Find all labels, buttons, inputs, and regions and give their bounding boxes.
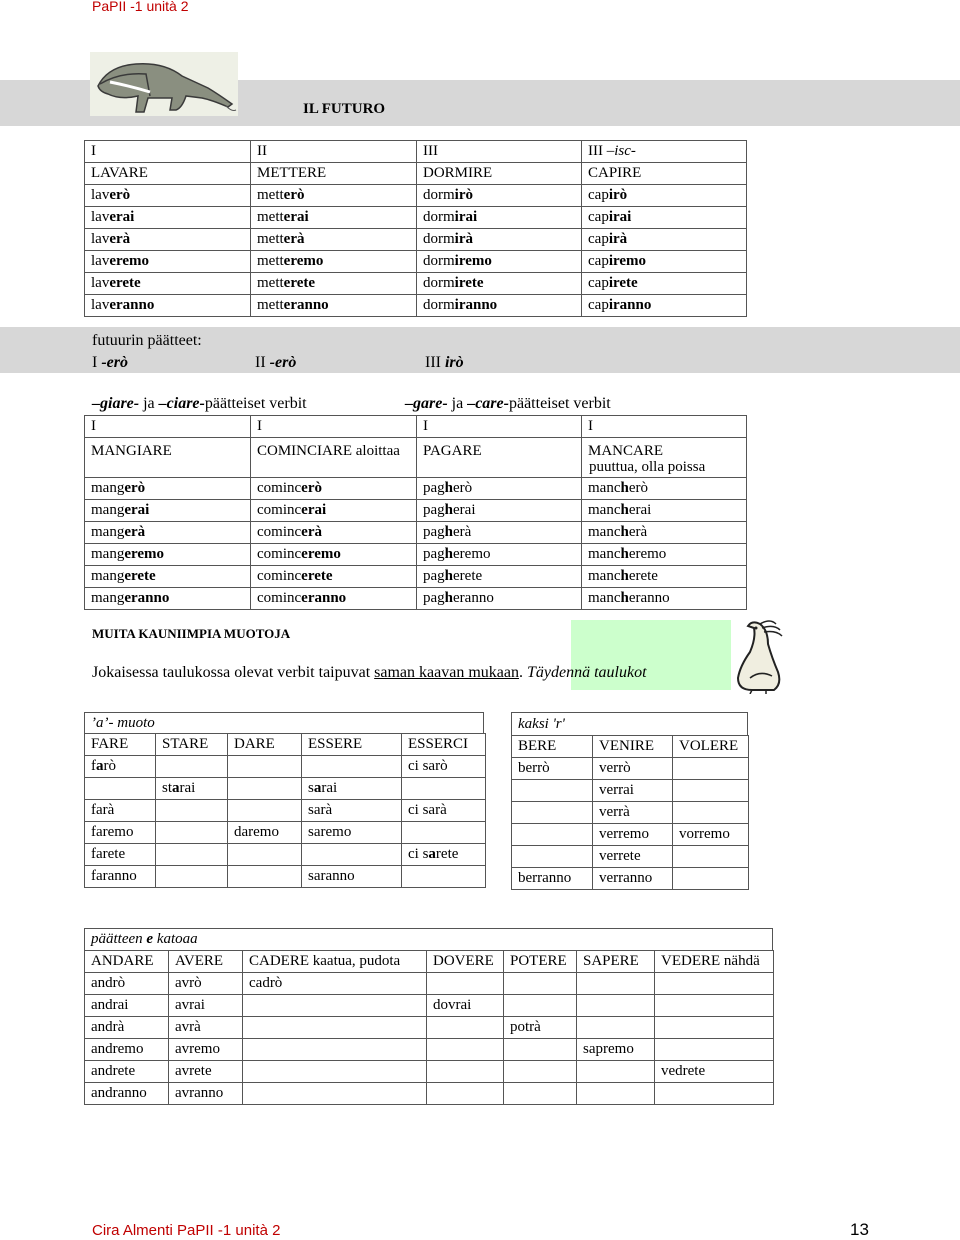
conjugation-cell: sarai [302, 778, 402, 800]
conjugation-cell[interactable] [577, 995, 655, 1017]
conjugation-cell[interactable] [302, 756, 402, 778]
column-header: VEDERE nähdä [655, 951, 774, 973]
conjugation-cell: andrò [85, 973, 169, 995]
conjugation-cell: pagherete [417, 566, 582, 588]
double-r-table [511, 735, 749, 890]
conjugation-cell: faranno [85, 866, 156, 888]
conjugation-cell: berrò [512, 758, 593, 780]
conjugation-cell[interactable] [243, 1083, 427, 1105]
subheading-gare-care: –gare- ja –care-päätteiset verbit [405, 395, 611, 412]
conjugation-cell: ci sarò [402, 756, 486, 778]
conjugation-cell: dormirete [417, 273, 582, 295]
conjugation-cell: laverai [85, 207, 251, 229]
conjugation-cell: andremo [85, 1039, 169, 1061]
bird-illustration [730, 618, 786, 694]
conjugation-cell: andrai [85, 995, 169, 1017]
conjugation-cell[interactable] [427, 1039, 504, 1061]
conjugation-cell: dovrai [427, 995, 504, 1017]
conjugation-cell: avranno [169, 1083, 243, 1105]
conjugation-cell: mangerò [85, 478, 251, 500]
conjugation-cell: pagherai [417, 500, 582, 522]
conjugation-cell[interactable] [156, 756, 228, 778]
conjugation-cell[interactable] [673, 868, 749, 890]
page-title: IL FUTURO [303, 101, 386, 117]
conjugation-cell[interactable] [85, 778, 156, 800]
conjugation-cell[interactable] [243, 1017, 427, 1039]
column-header: I [85, 416, 251, 438]
column-header: STARE [156, 734, 228, 756]
conjugation-cell[interactable] [655, 1039, 774, 1061]
conjugation-cell[interactable] [402, 822, 486, 844]
instruction-text: Jokaisessa taulukossa olevat verbit taipuvat saman kaavan mukaan. Täydennä taulukot [92, 664, 647, 681]
verb-infinitive: PAGARE [417, 438, 582, 478]
conjugation-cell: daremo [228, 822, 302, 844]
column-header: CADERE kaatua, pudota [243, 951, 427, 973]
a-form-table [84, 733, 486, 888]
conjugation-cell: avrò [169, 973, 243, 995]
column-header: ANDARE [85, 951, 169, 973]
conjugation-cell[interactable] [577, 1061, 655, 1083]
conjugation-cell[interactable] [427, 973, 504, 995]
conjugation-cell[interactable] [243, 1039, 427, 1061]
verb-infinitive: METTERE [251, 163, 417, 185]
conjugation-cell: dormirà [417, 229, 582, 251]
conjugation-cell: avrete [169, 1061, 243, 1083]
conjugation-cell: andrà [85, 1017, 169, 1039]
anteater-illustration [90, 52, 238, 116]
dropped-e-table [84, 950, 774, 1105]
ending-group-1: I -erò [92, 354, 128, 371]
column-header: I [417, 416, 582, 438]
conjugation-cell: mangerà [85, 522, 251, 544]
conjugation-cell: starai [156, 778, 228, 800]
conjugation-cell[interactable] [673, 758, 749, 780]
conjugation-cell: verremo [593, 824, 673, 846]
conjugation-cell: verrò [593, 758, 673, 780]
conjugation-cell: mancheremo [582, 544, 747, 566]
conjugation-cell[interactable] [504, 1083, 577, 1105]
conjugation-cell[interactable] [427, 1083, 504, 1105]
conjugation-cell: laverò [85, 185, 251, 207]
conjugation-cell[interactable] [228, 756, 302, 778]
conjugation-cell[interactable] [228, 844, 302, 866]
conjugation-cell[interactable] [512, 780, 593, 802]
verb-infinitive: DORMIRE [417, 163, 582, 185]
conjugation-cell: mangeremo [85, 544, 251, 566]
conjugation-cell: ci sarete [402, 844, 486, 866]
conjugation-cell: capiranno [582, 295, 747, 317]
conjugation-cell: metterà [251, 229, 417, 251]
conjugation-cell: ci sarà [402, 800, 486, 822]
conjugation-cell: dormiremo [417, 251, 582, 273]
conjugation-cell: avremo [169, 1039, 243, 1061]
conjugation-cell: andrete [85, 1061, 169, 1083]
column-header: ESSERCI [402, 734, 486, 756]
conjugation-cell: metteremo [251, 251, 417, 273]
conjugation-cell: verrete [593, 846, 673, 868]
conjugation-cell: comincerà [251, 522, 417, 544]
conjugation-cell[interactable] [577, 1083, 655, 1105]
spelling-change-future-table [84, 415, 747, 610]
conjugation-cell: potrà [504, 1017, 577, 1039]
conjugation-cell: capiremo [582, 251, 747, 273]
column-header: AVERE [169, 951, 243, 973]
conjugation-cell: metteranno [251, 295, 417, 317]
column-header: I [85, 141, 251, 163]
column-header: II [251, 141, 417, 163]
column-header: DARE [228, 734, 302, 756]
conjugation-cell: laveranno [85, 295, 251, 317]
conjugation-cell[interactable] [156, 866, 228, 888]
conjugation-cell[interactable] [577, 1017, 655, 1039]
conjugation-cell: mangerete [85, 566, 251, 588]
conjugation-cell[interactable] [228, 778, 302, 800]
conjugation-cell[interactable] [512, 846, 593, 868]
conjugation-cell: pagherò [417, 478, 582, 500]
conjugation-cell: cominceremo [251, 544, 417, 566]
conjugation-cell: sapremo [577, 1039, 655, 1061]
conjugation-cell: metterò [251, 185, 417, 207]
conjugation-cell[interactable] [655, 1083, 774, 1105]
verb-infinitive: COMINCIARE aloittaa [251, 438, 417, 478]
conjugation-cell: farò [85, 756, 156, 778]
conjugation-cell[interactable] [243, 995, 427, 1017]
conjugation-cell[interactable] [427, 1017, 504, 1039]
conjugation-cell[interactable] [673, 802, 749, 824]
column-header: III –isc- [582, 141, 747, 163]
conjugation-cell: verranno [593, 868, 673, 890]
regular-future-table [84, 140, 747, 317]
conjugation-cell: mancherete [582, 566, 747, 588]
conjugation-cell[interactable] [504, 1039, 577, 1061]
column-header: DOVERE [427, 951, 504, 973]
conjugation-cell: capirete [582, 273, 747, 295]
conjugation-cell: metterai [251, 207, 417, 229]
conjugation-cell: capirai [582, 207, 747, 229]
column-header: VOLERE [673, 736, 749, 758]
conjugation-cell: saranno [302, 866, 402, 888]
ending-group-3: III irò [425, 354, 464, 371]
conjugation-cell: pagherà [417, 522, 582, 544]
conjugation-cell[interactable] [402, 866, 486, 888]
conjugation-cell: metterete [251, 273, 417, 295]
verb-infinitive: MANGIARE [85, 438, 251, 478]
conjugation-cell[interactable] [512, 802, 593, 824]
conjugation-cell: laverete [85, 273, 251, 295]
conjugation-cell[interactable] [504, 973, 577, 995]
conjugation-cell[interactable] [512, 824, 593, 846]
conjugation-cell: avrai [169, 995, 243, 1017]
verb-infinitive: LAVARE [85, 163, 251, 185]
conjugation-cell[interactable] [156, 844, 228, 866]
table-caption: kaksi 'r' [511, 712, 748, 735]
conjugation-cell: dormirò [417, 185, 582, 207]
page-footer: Cira Almenti PaPII -1 unità 2 [92, 1222, 281, 1239]
conjugation-cell: pagheremo [417, 544, 582, 566]
conjugation-cell[interactable] [655, 1017, 774, 1039]
conjugation-cell: mancherà [582, 522, 747, 544]
conjugation-cell: dormirai [417, 207, 582, 229]
conjugation-cell: mangeranno [85, 588, 251, 610]
conjugation-cell[interactable] [504, 1061, 577, 1083]
verb-infinitive: CAPIRE [582, 163, 747, 185]
conjugation-cell: dormiranno [417, 295, 582, 317]
conjugation-cell[interactable] [402, 778, 486, 800]
verb-infinitive: MANCARE puuttua, olla poissa [582, 438, 747, 478]
conjugation-cell[interactable] [427, 1061, 504, 1083]
conjugation-cell: comincerò [251, 478, 417, 500]
column-header: III [417, 141, 582, 163]
ending-group-2: II -erò [255, 354, 297, 371]
conjugation-cell: vedrete [655, 1061, 774, 1083]
conjugation-cell: avrà [169, 1017, 243, 1039]
conjugation-cell: laveremo [85, 251, 251, 273]
conjugation-cell: verrai [593, 780, 673, 802]
conjugation-cell: comincerete [251, 566, 417, 588]
conjugation-cell: laverà [85, 229, 251, 251]
column-header: SAPERE [577, 951, 655, 973]
table-caption: päätteen e katoaa [84, 928, 773, 950]
conjugation-cell[interactable] [156, 800, 228, 822]
endings-label: futuurin päätteet: [92, 332, 202, 349]
conjugation-cell[interactable] [577, 973, 655, 995]
conjugation-cell: mangerai [85, 500, 251, 522]
conjugation-cell[interactable] [243, 1061, 427, 1083]
conjugation-cell: faremo [85, 822, 156, 844]
column-header: VENIRE [593, 736, 673, 758]
conjugation-cell[interactable] [673, 780, 749, 802]
conjugation-cell: pagheranno [417, 588, 582, 610]
column-header: BERE [512, 736, 593, 758]
subheading-giare-ciare: –giare- ja –ciare-päätteiset verbit [92, 395, 307, 412]
column-header: ESSERE [302, 734, 402, 756]
conjugation-cell: saremo [302, 822, 402, 844]
column-header: I [251, 416, 417, 438]
table-caption: ’a’- muoto [84, 712, 484, 733]
conjugation-cell: mancheranno [582, 588, 747, 610]
conjugation-cell: verrà [593, 802, 673, 824]
column-header: POTERE [504, 951, 577, 973]
conjugation-cell[interactable] [504, 995, 577, 1017]
conjugation-cell: farà [85, 800, 156, 822]
conjugation-cell: comincerai [251, 500, 417, 522]
conjugation-cell[interactable] [302, 844, 402, 866]
conjugation-cell[interactable] [156, 822, 228, 844]
conjugation-cell: andranno [85, 1083, 169, 1105]
conjugation-cell: mancherai [582, 500, 747, 522]
conjugation-cell: vorremo [673, 824, 749, 846]
conjugation-cell[interactable] [673, 846, 749, 868]
conjugation-cell: cominceranno [251, 588, 417, 610]
page-number: 13 [850, 1220, 869, 1239]
conjugation-cell: capirà [582, 229, 747, 251]
conjugation-cell: mancherò [582, 478, 747, 500]
page-header: PaPII -1 unità 2 [92, 0, 189, 14]
conjugation-cell[interactable] [228, 800, 302, 822]
conjugation-cell: sarà [302, 800, 402, 822]
conjugation-cell[interactable] [655, 995, 774, 1017]
column-header: FARE [85, 734, 156, 756]
conjugation-cell: farete [85, 844, 156, 866]
column-header: I [582, 416, 747, 438]
conjugation-cell[interactable] [228, 866, 302, 888]
conjugation-cell[interactable] [655, 973, 774, 995]
conjugation-cell: capirò [582, 185, 747, 207]
conjugation-cell: cadrò [243, 973, 427, 995]
section-heading: MUITA KAUNIIMPIA MUOTOJA [92, 626, 291, 641]
conjugation-cell: berranno [512, 868, 593, 890]
